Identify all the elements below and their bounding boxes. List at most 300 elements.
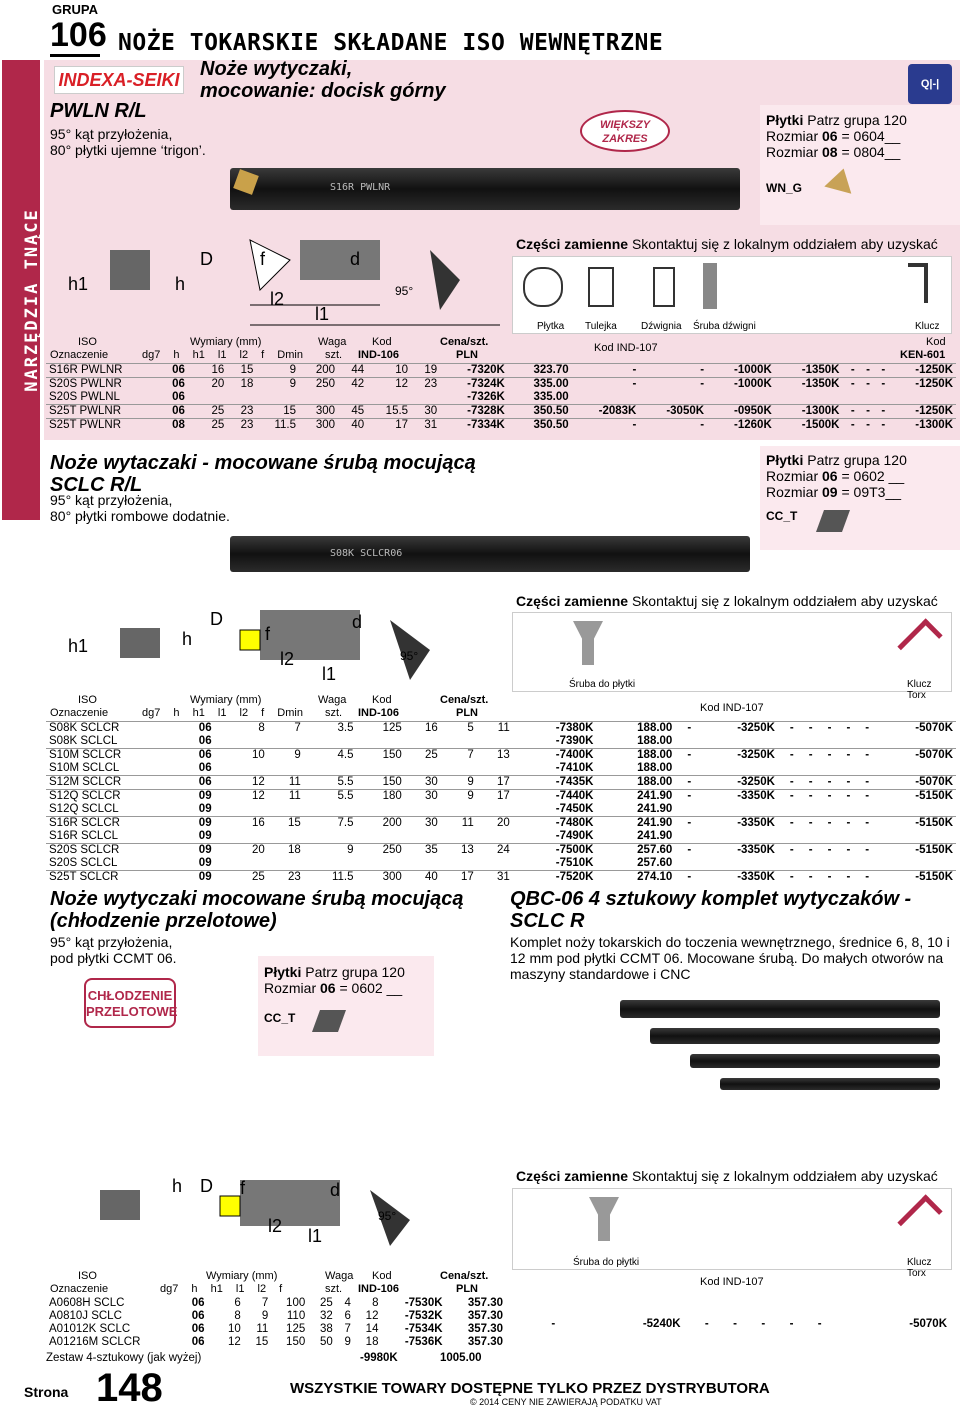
table-cell: 11.5 <box>256 419 299 433</box>
table-cell: -7530K <box>404 1297 443 1309</box>
table-cell: 31 <box>411 419 440 433</box>
table-cell: - <box>816 722 835 736</box>
table-cell: -5150K <box>872 871 956 885</box>
table-cell: - <box>797 844 816 858</box>
label-l1: l1 <box>322 664 337 684</box>
table-cell <box>775 391 843 405</box>
table-cell: 150 <box>286 1336 306 1348</box>
table-cell: - <box>778 749 797 763</box>
table-cell: -7440K <box>513 790 597 804</box>
part-label: Płytka <box>537 321 565 332</box>
torx-key-icon <box>897 1194 942 1239</box>
th-kod: Kod <box>372 694 392 706</box>
th-kod107: Kod IND-107 <box>594 342 658 354</box>
table-cell <box>853 803 872 817</box>
table-cell: 300 <box>299 405 338 419</box>
label-D: D <box>210 609 223 629</box>
inserts-info-2: Płytki Patrz grupa 120 Rozmiar 06 = 0602 __ Rozmiar 09 = 09T3__ CC_T <box>766 452 907 523</box>
table-row <box>46 391 956 405</box>
table-cell: 06 <box>191 1336 205 1348</box>
table-row <box>46 1336 506 1349</box>
table-cell: - <box>834 776 853 790</box>
table-cell <box>675 762 694 776</box>
table-cell: -3350K <box>694 817 778 831</box>
table-cell: 45 <box>338 405 367 419</box>
table-cell: 09 <box>196 817 232 831</box>
tool-diagram-1 <box>60 210 510 330</box>
table-cell: 6 <box>344 1310 351 1322</box>
table-cell <box>853 830 872 844</box>
table-cell <box>834 762 853 776</box>
table-cell: 7.5 <box>304 817 357 831</box>
table-cell <box>441 735 477 749</box>
table-cell: 335.00 <box>508 378 572 392</box>
table-cell: 18 <box>227 378 256 392</box>
table-cell: 18 <box>365 1336 379 1348</box>
table-cell <box>816 857 835 871</box>
table-cell: -0950K <box>707 405 775 419</box>
table-cell <box>778 803 797 817</box>
side-category-bar <box>2 60 40 520</box>
label-l2: l2 <box>268 1216 283 1236</box>
table-cell: 40 <box>338 419 367 433</box>
insert-code: CC_T <box>766 509 798 523</box>
inserts-info-3: Płytki Patrz grupa 120 Rozmiar 06 = 0602 __ CC_T <box>264 964 405 1025</box>
insert-part-icon <box>523 267 563 307</box>
table-cell: -5150K <box>872 817 956 831</box>
table-cell <box>842 391 857 405</box>
table-cell: -7380K <box>513 722 597 736</box>
table-cell <box>405 830 441 844</box>
table-cell: 250 <box>299 378 338 392</box>
tool-image-sclc <box>230 536 750 572</box>
table-cell: 08 <box>169 419 198 433</box>
table-row <box>46 364 956 378</box>
table-cell: - <box>834 871 853 885</box>
table-cell: - <box>873 378 888 392</box>
label-h: h <box>172 1176 183 1196</box>
table-cell <box>304 830 357 844</box>
table-cell <box>268 735 304 749</box>
diagram-insert <box>220 1196 240 1216</box>
table-cell: 188.00 <box>596 776 675 790</box>
label-h: h <box>175 274 186 294</box>
table-cell: - <box>834 749 853 763</box>
th-iso: ISO <box>78 336 97 348</box>
table-cell: 31 <box>477 871 513 885</box>
th-pln: PLN <box>456 349 478 361</box>
table-cell: -7328K <box>440 405 508 419</box>
table-cell <box>834 830 853 844</box>
table-cell: -3350K <box>694 790 778 804</box>
table-cell <box>304 803 357 817</box>
table-cell: A0608H SCLC <box>49 1297 125 1309</box>
label-angle: 95° <box>395 284 414 298</box>
th-kod107: Kod IND-107 <box>700 1276 764 1288</box>
table-cell <box>872 803 956 817</box>
table-cell: 241.90 <box>596 790 675 804</box>
table-cell: 06 <box>198 735 212 747</box>
table-cell <box>707 391 775 405</box>
table-cell: 42 <box>338 378 367 392</box>
table-cell: 9 <box>256 364 299 378</box>
table-cell: 50 <box>319 1336 333 1348</box>
table-cell: 06 <box>172 391 185 403</box>
table-cell: - <box>778 722 797 736</box>
label-d: d <box>330 1180 341 1200</box>
inserts-info: Płytki Patrz grupa 120 Rozmiar 06 = 0604__ Rozmiar 08 = 0804__ WN_G <box>766 112 907 195</box>
table-cell: 125 <box>357 722 405 736</box>
table-cell: - <box>675 871 694 885</box>
table-cell: 7 <box>441 749 477 763</box>
table-cell <box>411 391 440 405</box>
table-cell: 188.00 <box>637 735 673 747</box>
label-h1: h1 <box>68 274 89 294</box>
table-cell: - <box>572 364 640 378</box>
table-cell: 3.5 <box>304 722 357 736</box>
table-cell: S10M SCLCR <box>46 749 196 763</box>
table-cell: - <box>704 1318 709 1330</box>
set-tool-2 <box>650 1028 940 1044</box>
table-cell: S08K SCLCR <box>46 722 196 736</box>
table-row <box>46 776 956 790</box>
table-cell <box>872 857 956 871</box>
diagram-body <box>260 610 363 660</box>
table-cell: 11 <box>441 817 477 831</box>
table-cell <box>357 830 405 844</box>
table-cell: 23 <box>268 871 304 885</box>
th-ind106: IND-106 <box>358 1283 399 1295</box>
table-row <box>46 378 956 392</box>
table-cell: 150 <box>357 749 405 763</box>
table-cell: - <box>675 790 694 804</box>
table-cell: - <box>873 405 888 419</box>
table-row <box>46 790 956 804</box>
table-cell: - <box>842 419 857 433</box>
table-cell: 357.30 <box>467 1336 503 1348</box>
label-angle: 95° <box>378 1209 397 1223</box>
th-iso: ISO <box>78 694 97 706</box>
table-cell: 19 <box>411 364 440 378</box>
table-cell: S25T SCLCR <box>46 871 196 885</box>
table-cell: -1000K <box>707 378 775 392</box>
table-cell: 30 <box>405 817 441 831</box>
section1-title: PWLN R/L <box>50 100 147 122</box>
table-cell: 30 <box>405 790 441 804</box>
table-cell: 23 <box>227 405 256 419</box>
table-cell: 274.10 <box>596 871 675 885</box>
table-cell: 257.60 <box>596 844 675 858</box>
table-cell <box>304 735 357 749</box>
table-cell: -7334K <box>440 419 508 433</box>
table-row <box>46 844 956 858</box>
page-title: NOŻE TOKARSKIE SKŁADANE ISO WEWNĘTRZNE <box>118 30 664 56</box>
table-cell: 06 <box>169 378 198 392</box>
th-oznaczenie: Oznaczenie <box>50 349 109 361</box>
table-cell: 9 <box>261 1310 269 1322</box>
table-cell <box>675 735 694 749</box>
table-cell <box>694 830 778 844</box>
table-cell: - <box>778 871 797 885</box>
table-cell <box>853 762 872 776</box>
insert-screw-icon <box>589 1197 619 1241</box>
part-label: Śruba do płytki <box>573 1257 640 1268</box>
spare-parts-title-2: Części zamienne Skontaktuj się z lokalnym oddziałem aby uzyskać <box>516 593 938 609</box>
table-row <box>530 1318 950 1331</box>
table-cell: 09 <box>196 844 232 858</box>
table-cell: - <box>639 378 707 392</box>
qbc-parts-row <box>530 1318 950 1331</box>
th-kod-r: Kod <box>926 336 946 348</box>
table-cell <box>477 803 513 817</box>
table-cell <box>268 762 304 776</box>
table-cell: 4 <box>344 1297 351 1309</box>
table-cell: S16R PWLNR <box>46 364 169 378</box>
label-angle: 95° <box>400 649 419 663</box>
table-cell: - <box>675 776 694 790</box>
part-label: Dźwignia <box>641 321 682 332</box>
label-f: f <box>260 249 266 269</box>
th-szt: szt. <box>325 349 343 361</box>
section4-desc: Komplet noży tokarskich do toczenia wewnętrznego, średnice 6, 8, 10 i 12 mm pod płytki CCMT 06. Mocowane śrubą. Do małych otworów na maszyny standardowe i CNC <box>510 934 950 982</box>
grupa-label: GRUPA <box>52 2 98 17</box>
table-cell: 323.70 <box>508 364 572 378</box>
table-cell: - <box>816 871 835 885</box>
table-cell: 7 <box>344 1323 351 1335</box>
table-cell: -3350K <box>694 871 778 885</box>
wider-range-badge: WIĘKSZY ZAKRES <box>580 110 670 152</box>
table-cell: - <box>778 817 797 831</box>
table-cell: - <box>834 790 853 804</box>
table-cell <box>675 803 694 817</box>
table-cell: 180 <box>357 790 405 804</box>
table-cell: -7410K <box>555 762 594 774</box>
table-cell: - <box>834 844 853 858</box>
table-cell: -3250K <box>694 749 778 763</box>
set-tool-4 <box>720 1078 940 1090</box>
table-cell: - <box>858 364 873 378</box>
tool-diagram-2 <box>60 600 510 690</box>
table-row <box>46 722 956 736</box>
table-cell: 16 <box>405 722 441 736</box>
table-cell: -1350K <box>775 378 843 392</box>
table-row <box>46 1297 506 1310</box>
table-cell: 5.5 <box>304 776 357 790</box>
th-waga: Waga <box>318 694 347 706</box>
table-cell: 13 <box>441 844 477 858</box>
table-cell: 06 <box>196 722 232 736</box>
table-cell: 11 <box>268 790 304 804</box>
tool-image-pwln <box>230 168 740 210</box>
table-cell: 5.5 <box>304 790 357 804</box>
tool-engraving: S16R PWLNR <box>330 182 391 193</box>
catalog-logo-icon: Q|-| <box>908 64 952 104</box>
th-szt: szt. <box>325 1283 343 1295</box>
table-cell <box>888 391 956 405</box>
table-cell: - <box>816 817 835 831</box>
table-cell: -7532K <box>404 1310 443 1322</box>
table-cell: - <box>853 817 872 831</box>
sclc-table <box>46 721 956 884</box>
table-cell: 30 <box>411 405 440 419</box>
table-row <box>46 1310 506 1323</box>
set-row: Zestaw 4-sztukowy (jak wyżej) -9980K 1005.00 <box>46 1352 482 1364</box>
table-cell: 06 <box>191 1323 205 1335</box>
table-cell <box>872 762 956 776</box>
table-cell: S20S PWLNR <box>46 378 169 392</box>
part-label: Tulejka <box>585 321 617 332</box>
table-cell: 25 <box>319 1297 333 1309</box>
table-cell: -5240K <box>642 1318 681 1330</box>
part-label: Śruba dźwigni <box>693 321 756 332</box>
table-cell: 8 <box>372 1297 379 1309</box>
table-row <box>46 803 956 817</box>
table-cell: - <box>797 749 816 763</box>
table-cell: 23 <box>411 378 440 392</box>
table-cell: -3250K <box>694 722 778 736</box>
section2-desc: 95° kąt przyłożenia, 80° płytki rombowe dodatnie. <box>50 492 230 524</box>
table-cell: S10M SCLCL <box>49 762 120 774</box>
table-cell: 09 <box>198 803 212 815</box>
diagram-body <box>300 240 380 280</box>
page-number: 148 <box>96 1366 163 1410</box>
table-cell: 32 <box>319 1310 333 1322</box>
table-cell <box>639 391 707 405</box>
spare-parts-title: Części zamienne Skontaktuj się z lokalnym oddziałem aby uzyskać <box>516 236 938 252</box>
table-cell: -1250K <box>888 364 956 378</box>
table-cell: - <box>797 871 816 885</box>
th-oznaczenie: Oznaczenie <box>50 1283 109 1295</box>
table-row <box>46 857 956 871</box>
spare-parts-title-4: Części zamienne Skontaktuj się z lokalnym oddziałem aby uzyskać <box>516 1168 938 1184</box>
table-cell: 23 <box>227 419 256 433</box>
insert-trigon-icon <box>233 169 259 195</box>
table-row <box>46 871 956 885</box>
table-cell: 09 <box>198 830 212 842</box>
table-cell <box>694 735 778 749</box>
key-part-icon <box>908 263 928 303</box>
table-cell: A01216M SCLCR <box>49 1336 141 1348</box>
table-cell: 357.30 <box>467 1310 503 1322</box>
table-cell: -7510K <box>555 857 594 869</box>
table-cell <box>778 762 797 776</box>
table-cell: 44 <box>338 364 367 378</box>
table-cell: - <box>675 722 694 736</box>
part-label: Klucz Torx <box>907 679 932 701</box>
table-cell <box>338 391 367 405</box>
page-label: Strona <box>24 1384 69 1400</box>
torx-key-icon <box>897 618 942 663</box>
label-l1: l1 <box>308 1226 323 1246</box>
table-cell <box>816 735 835 749</box>
table-cell: - <box>816 790 835 804</box>
table-cell: -3250K <box>694 776 778 790</box>
label-f: f <box>265 624 271 644</box>
table-cell: 11 <box>256 1323 269 1335</box>
table-cell: 12 <box>232 776 268 790</box>
table-cell <box>477 735 513 749</box>
through-coolant-badge: CHŁODZENIE PRZELOTOWE <box>84 978 176 1028</box>
table-cell: 9 <box>441 776 477 790</box>
table-cell: - <box>778 790 797 804</box>
table-cell: 300 <box>357 871 405 885</box>
table-cell: - <box>834 722 853 736</box>
table-cell: 20 <box>477 817 513 831</box>
table-cell <box>694 803 778 817</box>
table-cell: -7520K <box>513 871 597 885</box>
table-cell: - <box>639 419 707 433</box>
table-cell: 24 <box>477 844 513 858</box>
table-cell: S20S SCLCL <box>49 857 118 869</box>
th-szt: szt. <box>325 707 343 719</box>
table-cell: 18 <box>268 844 304 858</box>
table-cell: 17 <box>441 871 477 885</box>
table-cell: 10 <box>228 1323 241 1335</box>
table-cell: 250 <box>357 844 405 858</box>
table-cell: S20S PWLNL <box>49 391 120 403</box>
table-cell <box>232 803 268 817</box>
lever-part-icon <box>653 267 675 307</box>
table-cell: 06 <box>196 776 232 790</box>
table-cell: A01012K SCLC <box>49 1323 131 1335</box>
label-l2: l2 <box>270 289 285 309</box>
table-cell: 7 <box>268 722 304 736</box>
table-cell: 188.00 <box>596 722 675 736</box>
table-cell <box>405 762 441 776</box>
table-cell: S08K SCLCL <box>49 735 118 747</box>
table-cell: -1300K <box>775 405 843 419</box>
table-cell <box>872 830 956 844</box>
table-cell <box>797 830 816 844</box>
table-cell <box>304 857 357 871</box>
table-cell <box>834 735 853 749</box>
tool-diagram-3 <box>60 1170 480 1250</box>
qbc-table <box>46 1297 506 1349</box>
label-l1: l1 <box>315 304 330 324</box>
table-cell: 200 <box>357 817 405 831</box>
table-cell: 16 <box>232 817 268 831</box>
th-oznaczenie: Oznaczenie <box>50 707 109 719</box>
insert-code: CC_T <box>264 1011 296 1025</box>
table-cell: - <box>873 364 888 378</box>
th-dims: dg7 h h1 l1 l2 f <box>160 1283 283 1295</box>
table-cell <box>778 857 797 871</box>
table-cell <box>778 830 797 844</box>
table-cell: 11 <box>268 776 304 790</box>
table-cell <box>227 391 256 405</box>
table-cell: 257.60 <box>637 857 673 869</box>
table-cell: 357.30 <box>467 1323 503 1335</box>
th-ind106: IND-106 <box>358 349 399 361</box>
table-cell: 15 <box>227 364 256 378</box>
table-cell: - <box>675 844 694 858</box>
table-cell: 06 <box>169 364 198 378</box>
table-cell: 12 <box>228 1336 241 1348</box>
table-cell: - <box>817 1318 822 1330</box>
table-cell: 10 <box>232 749 268 763</box>
th-dims: dg7 h h1 l1 l2 f Dmin <box>142 707 303 719</box>
table-cell <box>357 762 405 776</box>
table-cell: - <box>733 1318 737 1330</box>
table-row <box>46 830 956 844</box>
table-row <box>46 749 956 763</box>
spare-parts-panel-2 <box>512 612 952 701</box>
table-cell: 9 <box>441 790 477 804</box>
label-l2: l2 <box>280 649 295 669</box>
table-cell <box>477 857 513 871</box>
table-cell: -7400K <box>513 749 597 763</box>
table-cell: 125 <box>286 1323 306 1335</box>
